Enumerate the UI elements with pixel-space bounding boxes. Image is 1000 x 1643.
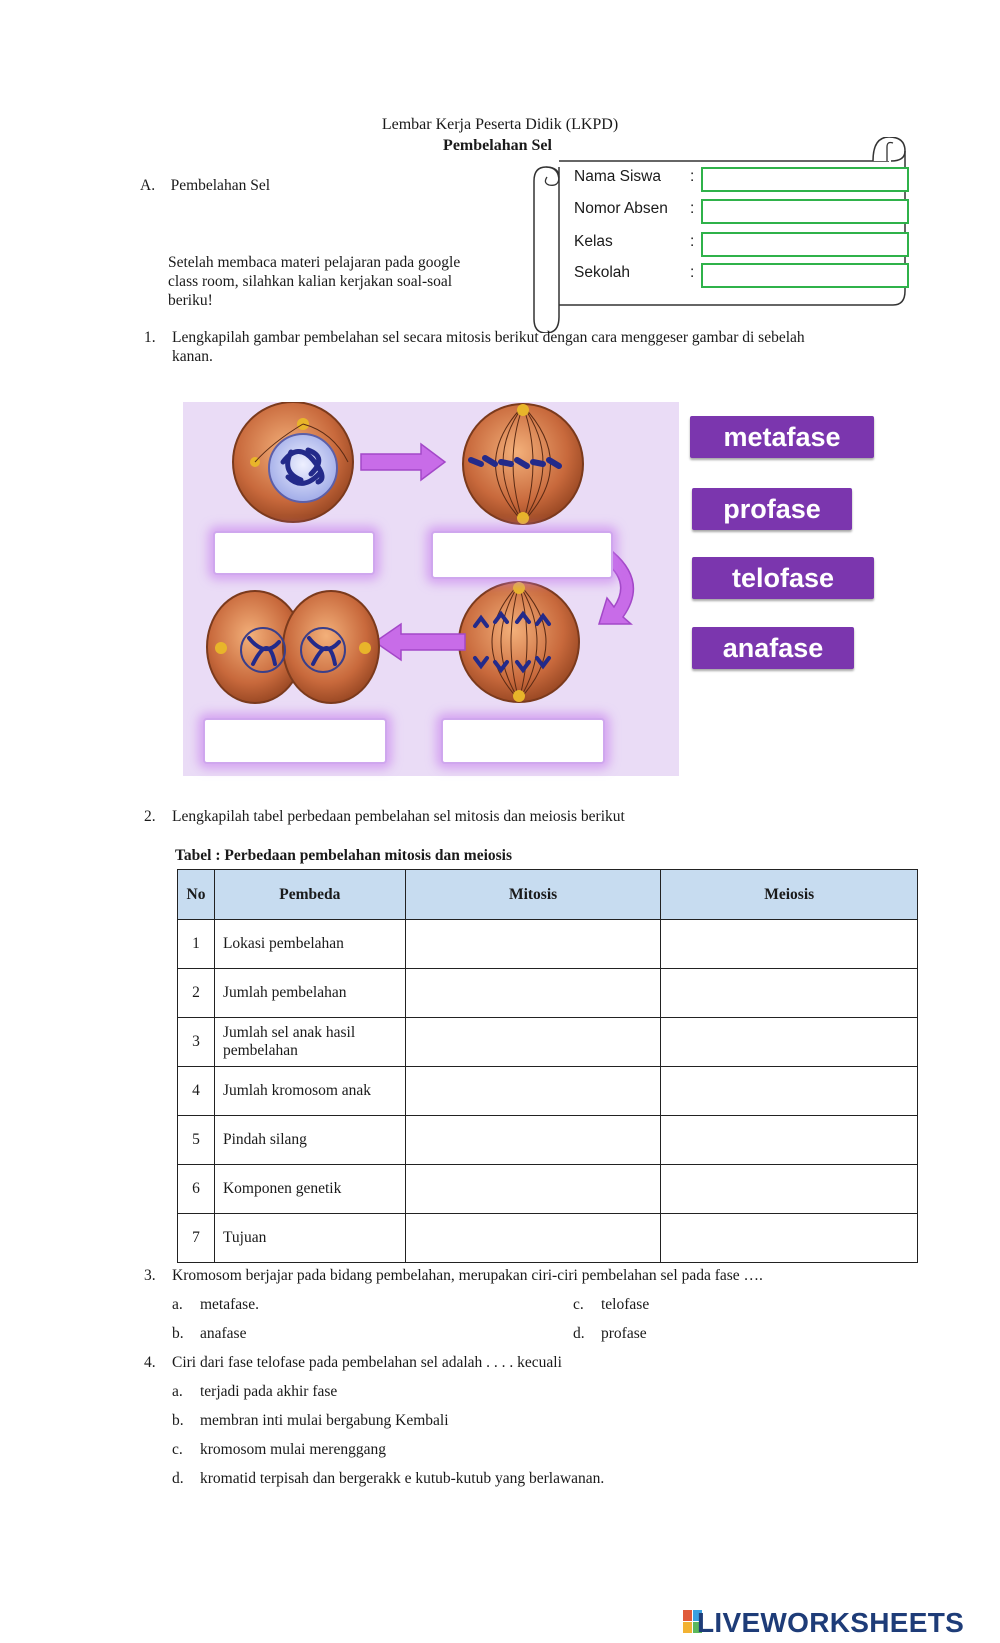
q1-text-line-1: Lengkapilah gambar pembelahan sel secara mitosis berikut dengan cara menggeser gambar di sebelah xyxy=(172,329,805,346)
row-no: 7 xyxy=(178,1214,215,1263)
mitosis-answer-cell[interactable] xyxy=(405,1018,661,1067)
row-no: 1 xyxy=(178,920,215,969)
meiosis-answer-cell[interactable] xyxy=(661,1165,918,1214)
row-pembeda: Jumlah kromosom anak xyxy=(214,1067,405,1116)
meiosis-answer-cell[interactable] xyxy=(661,1018,918,1067)
q4-option-letter: b. xyxy=(172,1412,184,1429)
table-row xyxy=(178,1018,918,1067)
q3-option-letter: b. xyxy=(172,1325,184,1342)
table-caption: Tabel : Perbedaan pembelahan mitosis dan meiosis xyxy=(175,847,513,864)
instruction-line-1: Setelah membaca materi pelajaran pada google xyxy=(168,254,461,271)
meiosis-answer-cell[interactable] xyxy=(661,1214,918,1263)
q4-option-letter: d. xyxy=(172,1470,184,1487)
arrow-right-icon xyxy=(361,444,445,480)
instruction-line-3: beriku! xyxy=(168,292,213,309)
row-no: 2 xyxy=(178,969,215,1018)
header-meiosis: Meiosis xyxy=(661,870,918,920)
q3-option-c[interactable]: telofase xyxy=(601,1296,650,1313)
mitosis-answer-cell[interactable] xyxy=(405,969,661,1018)
q3-option-letter: a. xyxy=(172,1296,183,1313)
meiosis-answer-cell[interactable] xyxy=(661,969,918,1018)
row-no: 3 xyxy=(178,1018,215,1067)
q2-text: Lengkapilah tabel perbedaan pembelahan sel mitosis dan meiosis berikut xyxy=(172,808,625,825)
q3-option-b[interactable]: anafase xyxy=(200,1325,247,1342)
tile-anafase[interactable]: anafase xyxy=(692,627,854,669)
nomor-absen-input[interactable] xyxy=(701,199,909,224)
q1-text-line-2: kanan. xyxy=(172,348,213,365)
q4-option-c[interactable]: kromosom mulai merenggang xyxy=(200,1441,386,1458)
kelas-input[interactable] xyxy=(701,232,909,257)
q3-number: 3. xyxy=(144,1267,156,1284)
field-label-sekolah: Sekolah xyxy=(574,264,631,281)
q4-option-letter: c. xyxy=(172,1441,183,1458)
nama-siswa-input[interactable] xyxy=(701,167,909,192)
row-pembeda: Tujuan xyxy=(214,1214,405,1263)
q3-option-d[interactable]: profase xyxy=(601,1325,647,1342)
table-row xyxy=(178,1165,918,1214)
arrow-left-icon xyxy=(375,624,465,660)
field-colon: : xyxy=(690,233,695,250)
mitosis-answer-cell[interactable] xyxy=(405,1116,661,1165)
mitosis-answer-cell[interactable] xyxy=(405,1165,661,1214)
header-mitosis: Mitosis xyxy=(405,870,661,920)
row-no: 6 xyxy=(178,1165,215,1214)
mitosis-answer-cell[interactable] xyxy=(405,1214,661,1263)
q4-option-a[interactable]: terjadi pada akhir fase xyxy=(200,1383,338,1400)
drop-slot-anaphase[interactable] xyxy=(441,718,605,764)
q2-number: 2. xyxy=(144,808,156,825)
q4-option-b[interactable]: membran inti mulai bergabung Kembali xyxy=(200,1412,449,1429)
field-label-nama-siswa: Nama Siswa xyxy=(574,168,661,185)
meiosis-answer-cell[interactable] xyxy=(661,920,918,969)
metaphase-cell xyxy=(463,404,583,524)
tile-profase[interactable]: profase xyxy=(692,488,852,530)
row-no: 4 xyxy=(178,1067,215,1116)
table-row xyxy=(178,969,918,1018)
telophase-cell xyxy=(207,591,379,703)
anaphase-cell xyxy=(459,582,579,702)
drop-slot-telophase[interactable] xyxy=(203,718,387,764)
mitosis-answer-cell[interactable] xyxy=(405,1067,661,1116)
table-row xyxy=(178,1116,918,1165)
table-row xyxy=(178,920,918,969)
q4-option-letter: a. xyxy=(172,1383,183,1400)
prophase-cell xyxy=(233,402,353,522)
row-pembeda: Komponen genetik xyxy=(214,1165,405,1214)
table-row xyxy=(178,1214,918,1263)
field-label-kelas: Kelas xyxy=(574,233,613,250)
tile-telofase[interactable]: telofase xyxy=(692,557,874,599)
drop-slot-metaphase[interactable] xyxy=(431,531,613,579)
mitosis-answer-cell[interactable] xyxy=(405,920,661,969)
q3-text: Kromosom berjajar pada bidang pembelahan, merupakan ciri-ciri pembelahan sel pada fase …. xyxy=(172,1267,763,1284)
section-a-heading: A. Pembelahan Sel xyxy=(140,177,271,194)
meiosis-answer-cell[interactable] xyxy=(661,1067,918,1116)
drop-slot-prophase[interactable] xyxy=(213,531,375,575)
row-pembeda: Pindah silang xyxy=(214,1116,405,1165)
liveworksheets-logo: LIVEWORKSHEETS xyxy=(697,1607,965,1638)
row-pembeda: Jumlah pembelahan xyxy=(214,969,405,1018)
mitosis-diagram xyxy=(183,402,679,776)
field-label-nomor-absen: Nomor Absen xyxy=(574,200,668,217)
meiosis-answer-cell[interactable] xyxy=(661,1116,918,1165)
header-no: No xyxy=(178,870,215,920)
table-row xyxy=(178,1067,918,1116)
q3-option-a[interactable]: metafase. xyxy=(200,1296,259,1313)
field-colon: : xyxy=(690,264,695,281)
row-pembeda: Jumlah sel anak hasil pembelahan xyxy=(214,1018,405,1067)
tile-metafase[interactable]: metafase xyxy=(690,416,874,458)
field-colon: : xyxy=(690,168,695,185)
q3-option-letter: c. xyxy=(573,1296,584,1313)
q4-option-d[interactable]: kromatid terpisah dan bergerakk e kutub-kutub yang berlawanan. xyxy=(200,1470,605,1487)
row-pembeda: Lokasi pembelahan xyxy=(214,920,405,969)
q4-number: 4. xyxy=(144,1354,156,1371)
row-no: 5 xyxy=(178,1116,215,1165)
q3-option-letter: d. xyxy=(573,1325,585,1342)
field-colon: : xyxy=(690,200,695,217)
q4-text: Ciri dari fase telofase pada pembelahan sel adalah . . . . kecuali xyxy=(172,1354,562,1371)
worksheet-title: Lembar Kerja Peserta Didik (LKPD) xyxy=(381,116,619,133)
worksheet-subtitle: Pembelahan Sel xyxy=(443,137,552,154)
comparison-table xyxy=(177,869,918,1263)
instruction-line-2: class room, silahkan kalian kerjakan soal-soal xyxy=(168,273,453,290)
q1-number: 1. xyxy=(144,329,156,346)
header-pembeda: Pembeda xyxy=(214,870,405,920)
sekolah-input[interactable] xyxy=(701,263,909,288)
